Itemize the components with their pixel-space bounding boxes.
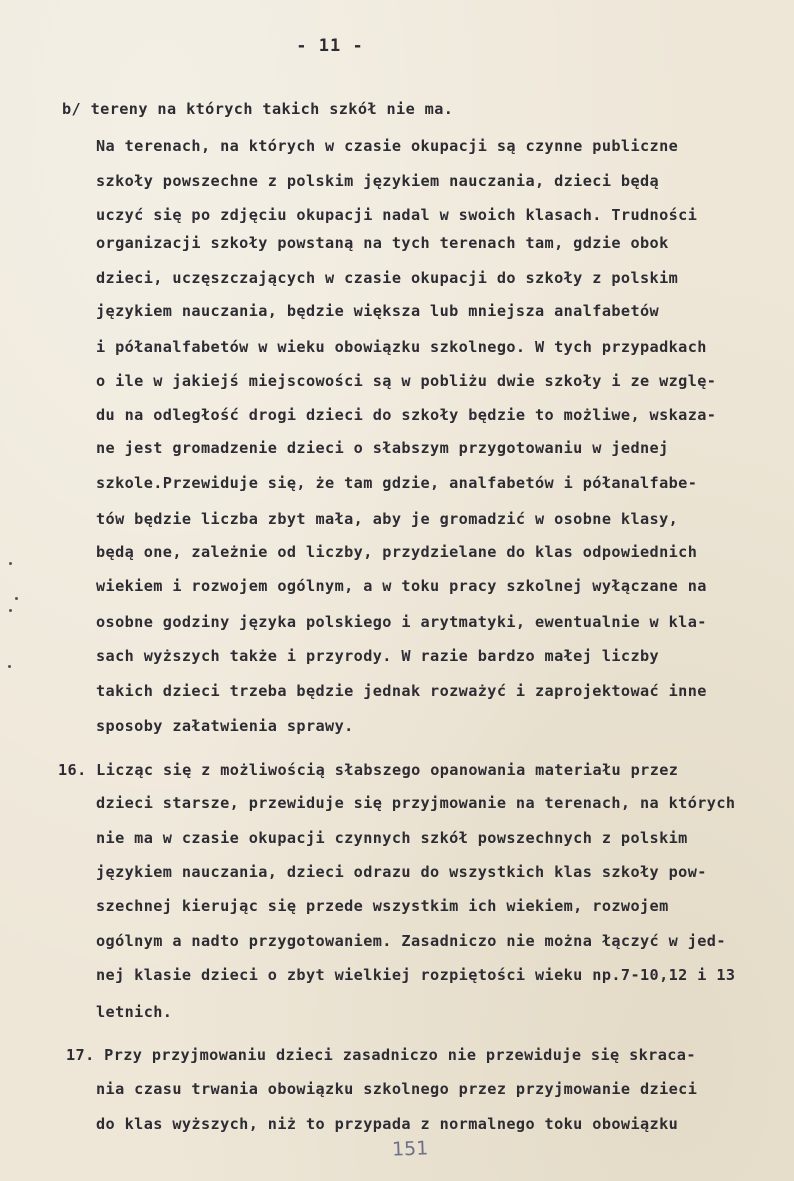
text-line: organizacji szkoły powstaną na tych terenach tam, gdzie obok bbox=[96, 234, 669, 252]
text-line: takich dzieci trzeba będzie jednak rozważyć i zaprojektować inne bbox=[96, 682, 707, 700]
text-line: szechnej kierując się przede wszystkim ich wiekiem, rozwojem bbox=[96, 897, 669, 915]
text-line: do klas wyższych, niż to przypada z normalnego toku obowiązku bbox=[96, 1115, 679, 1133]
text-line: Na terenach, na których w czasie okupacji są czynne publiczne bbox=[96, 137, 679, 155]
text-line: nia czasu trwania obowiązku szkolnego przez przyjmowanie dzieci bbox=[96, 1080, 698, 1098]
text-line: du na odległość drogi dzieci do szkoły będzie to możliwe, wskaza- bbox=[96, 406, 717, 424]
text-line: i półanalfabetów w wieku obowiązku szkolnego. W tych przypadkach bbox=[96, 338, 707, 356]
text-line: sposoby załatwienia sprawy. bbox=[96, 717, 354, 735]
margin-dot bbox=[8, 665, 11, 668]
text-line: tów będzie liczba zbyt mała, aby je gromadzić w osobne klasy, bbox=[96, 510, 679, 528]
text-line: nie ma w czasie okupacji czynnych szkół powszechnych z polskim bbox=[96, 829, 688, 847]
text-line: dzieci, uczęszczających w czasie okupacji do szkoły z polskim bbox=[96, 269, 679, 287]
text-line: letnich. bbox=[96, 1003, 173, 1021]
text-line: 17. Przy przyjmowaniu dzieci zasadniczo nie przewiduje się skraca- bbox=[66, 1046, 696, 1064]
text-line: będą one, zależnie od liczby, przydzielane do klas odpowiednich bbox=[96, 543, 698, 561]
text-line: ne jest gromadzenie dzieci o słabszym przygotowaniu w jednej bbox=[96, 439, 669, 457]
text-line: sach wyższych także i przyrody. W razie bardzo małej liczby bbox=[96, 647, 660, 665]
text-line: wiekiem i rozwojem ogólnym, a w toku pracy szkolnej wyłączane na bbox=[96, 577, 707, 595]
text-line: szkoły powszechne z polskim językiem nauczania, dzieci będą bbox=[96, 172, 660, 190]
page-number: - 11 - bbox=[296, 36, 364, 56]
text-line: osobne godziny języka polskiego i arytmatyki, ewentualnie w kla- bbox=[96, 613, 707, 631]
text-line: uczyć się po zdjęciu okupacji nadal w swoich klasach. Trudności bbox=[96, 206, 698, 224]
text-line: b/ tereny na których takich szkół nie ma. bbox=[62, 100, 454, 118]
text-line: o ile w jakiejś miejscowości są w pobliżu dwie szkoły i ze wzglę- bbox=[96, 372, 717, 390]
margin-dot bbox=[9, 609, 12, 612]
text-line: dzieci starsze, przewiduje się przyjmowanie na terenach, na których bbox=[96, 794, 736, 812]
margin-dot bbox=[9, 562, 12, 565]
text-line: językiem nauczania, dzieci odrazu do wszystkich klas szkoły pow- bbox=[96, 863, 707, 881]
handwritten-page-number: 151 bbox=[391, 1137, 429, 1161]
text-line: ogólnym a nadto przygotowaniem. Zasadniczo nie można łączyć w jed- bbox=[96, 932, 726, 950]
text-line: nej klasie dzieci o zbyt wielkiej rozpiętości wieku np.7-10,12 i 13 bbox=[96, 966, 736, 984]
margin-dot bbox=[15, 597, 18, 600]
text-line: 16. Licząc się z możliwością słabszego opanowania materiału przez bbox=[58, 761, 679, 779]
text-line: językiem nauczania, będzie większa lub mniejsza analfabetów bbox=[96, 302, 660, 320]
text-line: szkole.Przewiduje się, że tam gdzie, analfabetów i półanalfabe- bbox=[96, 474, 698, 492]
